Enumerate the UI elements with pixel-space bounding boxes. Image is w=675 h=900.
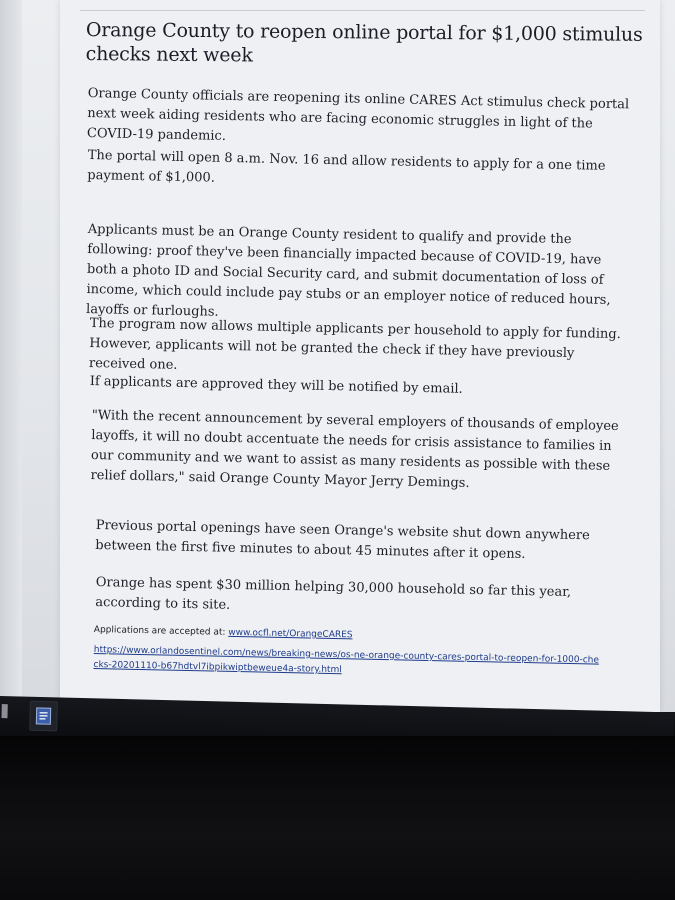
top-divider [80,10,645,11]
monitor-bezel [0,736,675,900]
paragraph-requirements: Applicants must be an Orange County resident to qualify and provide the following: proof they've been financially impacted because of COVID-19, have both a photo ID and Social Security card, and submit documentation of loss of income, which could include pay stubs or an employer notice of reduced hours, layoffs or furloughs. [85,221,611,320]
paragraph-previous-openings: Previous portal openings have seen Orange's website shut down anywhere between the first five minutes to about 45 minutes after it opens. [95,517,590,563]
applications-link[interactable]: www.ocfl.net/OrangeCARES [228,627,353,641]
file-icon[interactable] [29,701,58,732]
paragraph-notification: If applicants are approved they will be notified by email. [89,373,463,397]
paragraph-intro: Orange County officials are reopening its online CARES Act stimulus check portal next week aiding residents who are facing economic struggles in light of the COVID-19 pandemic. [86,85,630,144]
windows-icon[interactable] [1,704,7,718]
paragraph-quote: "With the recent announcement by several employers of thousands of employee layoffs, it will no doubt accentuate the needs for crisis assistance to families in our community and we want to assist as many residents as possible with these relief dollars," said Orange County Mayor Jerry Demings. [90,407,619,491]
source-url-link[interactable]: https://www.orlandosentinel.com/news/breaking-news/os-ne-orange-county-cares-portal-to-reopen-for-1000-checks-20201110-b67hdtvl7ibpikwiptbeweue4a-story.html [93,644,600,676]
paragraph-spending: Orange has spent $30 million helping 30,000 household so far this year, according to its site. [95,574,572,613]
article-headline: Orange County to reopen online portal for $1,000 stimulus checks next week [85,18,643,67]
applications-label: Applications are accepted at: [93,624,226,638]
paragraph-portal-open: The portal will open 8 a.m. Nov. 16 and allow residents to apply for a one time payment of $1,000. [87,147,606,186]
paragraph-household: The program now allows multiple applicants per household to apply for funding. However, applicants will not be granted the check if they have previously received one. [88,315,621,373]
left-margin [0,0,22,712]
